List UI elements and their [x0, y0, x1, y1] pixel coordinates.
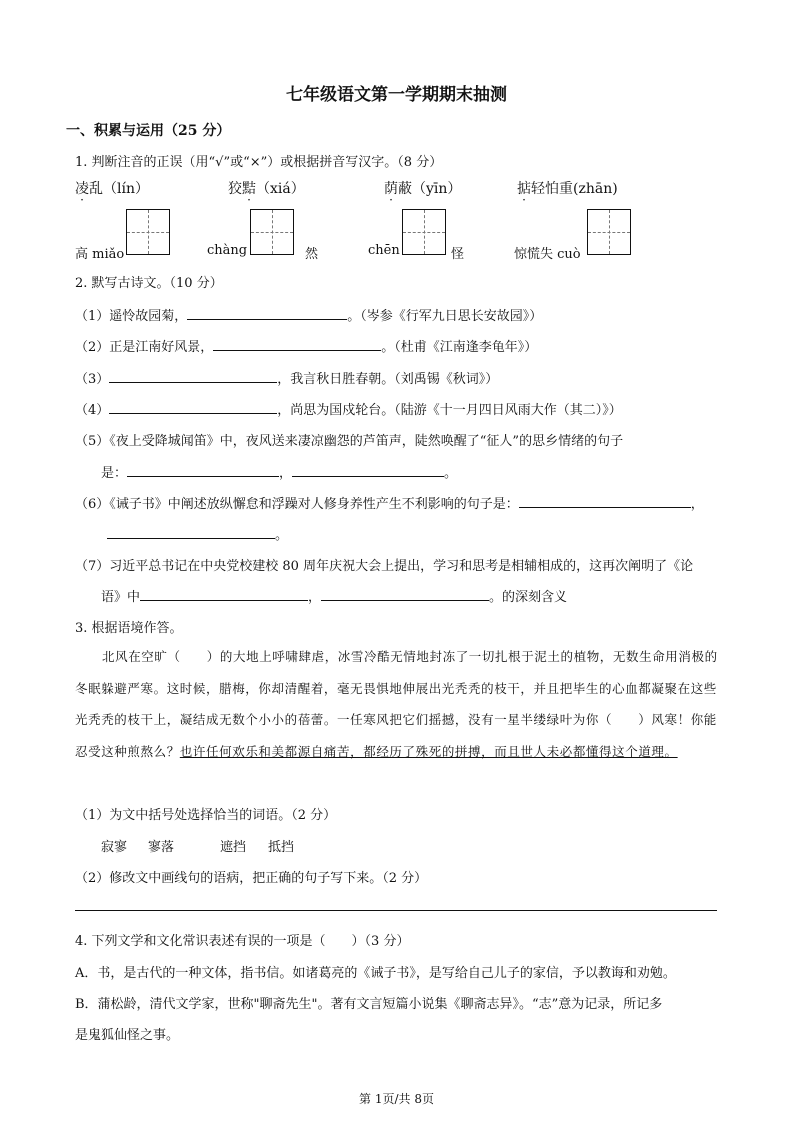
dictation-line-2: （2）正是江南好风景， 。（杜甫《江南逢李龟年》）: [75, 340, 538, 355]
answer-blank[interactable]: [292, 464, 444, 477]
option-word-3: 遮挡: [220, 840, 247, 855]
pinyin-item-3: 荫蔽（yīn）: [384, 181, 462, 197]
question-4-stem: 4. 下列文学和文化常识表述有误的一项是（ ）（3 分）: [75, 934, 410, 949]
writing-box-1[interactable]: [126, 209, 170, 255]
page-title: 七年级语文第一学期期末抽测: [286, 85, 507, 105]
answer-blank[interactable]: [519, 495, 691, 508]
dictation-line-1: （1）遥怜故园菊， 。（岑参《行军九日思长安故园》）: [75, 309, 543, 324]
dictation-line-3: （3） ，我言秋日胜春朝。（刘禹锡《秋词》）: [75, 372, 499, 387]
dictation-line-7b: 语》中 ， 。的深刻含义: [101, 590, 568, 605]
option-b-continued: 是鬼狐仙怪之事。: [75, 1028, 180, 1043]
write-item-3-suffix: 怪: [451, 247, 465, 262]
answer-blank[interactable]: [109, 370, 277, 383]
dictation-line-5b: 是： ， 。: [101, 466, 458, 481]
section-heading: 一、积累与运用（25 分）: [66, 123, 231, 139]
answer-blank[interactable]: [213, 338, 381, 351]
write-item-1-label: 高 miǎo: [75, 247, 125, 262]
answer-blank[interactable]: [187, 307, 347, 320]
underlined-sentence: 也许任何欢乐和美都源自痛苦，都经历了殊死的拼搏，而且世人未必都懂得这个道理。: [179, 743, 678, 759]
answer-blank[interactable]: [109, 401, 277, 414]
question-3-sub2: （2）修改文中画线句的语病，把正确的句子写下来。（2 分）: [75, 871, 428, 886]
option-b: B．蒲松龄，清代文学家，世称"聊斋先生"。著有文言短篇小说集《聊斋志异》。“志”意为记录，所记多: [75, 997, 663, 1012]
write-item-3-label: chēn: [368, 243, 400, 258]
question-1-stem: 1. 判断注音的正误（用“√”或“×”）或根据拼音写汉字。（8 分）: [75, 155, 443, 170]
write-item-4-label: 惊慌失 cuò: [514, 247, 581, 262]
pinyin-item-4: 掂轻怕重(zhān): [517, 181, 618, 197]
reading-passage: 北风在空旷（ ）的大地上呼啸肆虐，冰雪冷酷无情地封冻了一切扎根于泥土的植物，无数生命用消极的冬眠躲避严寒。这时候，腊梅，你却清醒着，毫无畏惧地伸展出光秃秃的枝干，并且把毕生的心血都凝聚在这些光秃秃的枝干上，凝结成无数个小小的蓓蕾。一任寒风把它们摇撼，没有一星半缕绿叶为你（ ）风寒！你能忍受这种煎熬么？也许任何欢乐和美都源自痛苦，都经历了殊死的拼搏，而且世人未必都懂得这个道理。: [75, 649, 718, 759]
answer-blank[interactable]: [140, 588, 308, 601]
write-item-2-suffix: 然: [305, 247, 319, 262]
answer-blank[interactable]: [127, 464, 279, 477]
option-word-2: 寥落: [148, 840, 175, 855]
question-3-stem: 3. 根据语境作答。: [75, 621, 183, 636]
pinyin-item-1: 凌乱（lín）: [75, 181, 149, 197]
dictation-line-6: （6）《诫子书》中阐述放纵懈怠和浮躁对人修身养性产生不利影响的句子是： ，: [75, 497, 704, 512]
writing-box-3[interactable]: [402, 209, 446, 255]
dictation-line-5: （5）《夜上受降城闻笛》中，夜风送来凄凉幽怨的芦笛声，陡然唤醒了“征人”的思乡情绪的句子: [75, 434, 624, 449]
pinyin-item-2: 狡黠（xiá）: [228, 181, 305, 197]
dictation-line-7: （7）习近平总书记在中央党校建校 80 周年庆祝大会上提出，学习和思考是相辅相成的，这再次阐明了《论: [75, 559, 694, 574]
question-2-stem: 2. 默写古诗文。（10 分）: [75, 276, 223, 291]
answer-blank[interactable]: [107, 526, 275, 539]
answer-blank[interactable]: [321, 588, 489, 601]
dictation-line-6b: 。: [107, 524, 288, 543]
page-footer: 第 1页/共 8页: [359, 1092, 434, 1106]
dictation-line-4: （4） ，尚思为国戍轮台。（陆游《十一月四日风雨大作（其二）》）: [75, 403, 622, 418]
option-word-1: 寂寥: [101, 840, 128, 855]
question-3-sub1: （1）为文中括号处选择恰当的词语。（2 分）: [75, 808, 337, 823]
option-a: A．书，是古代的一种文体，指书信。如诸葛亮的《诫子书》，是写给自己儿子的家信，予以教诲和劝勉。: [75, 966, 676, 981]
writing-box-2[interactable]: [250, 209, 294, 255]
option-word-4: 抵挡: [268, 840, 295, 855]
writing-box-4[interactable]: [587, 209, 631, 255]
write-item-2-label: chàng: [207, 243, 248, 258]
answer-line[interactable]: [75, 910, 717, 911]
